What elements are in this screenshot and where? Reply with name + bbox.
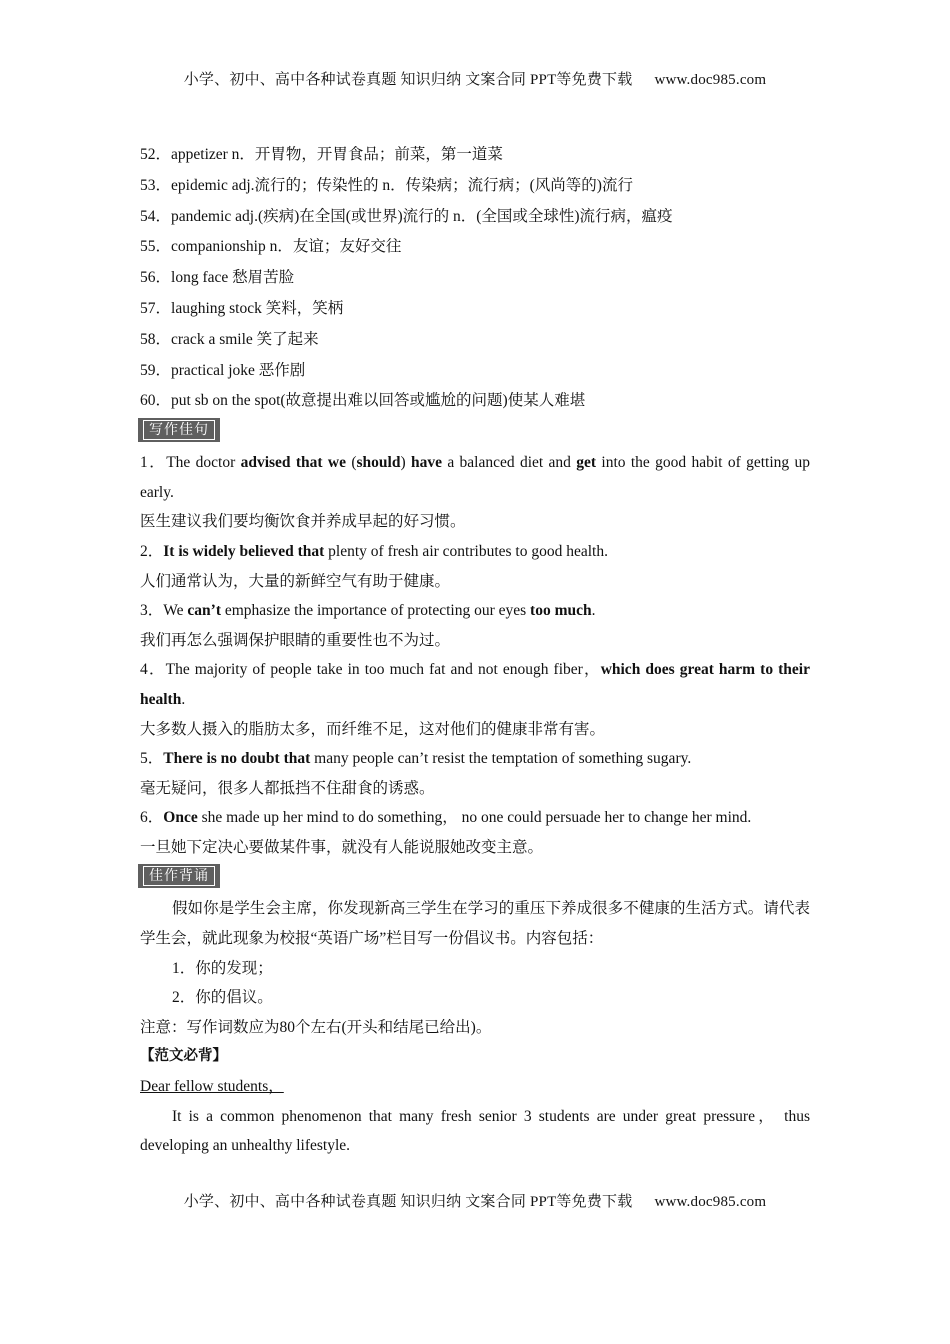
vocab-item: 55．companionship n．友谊；友好交往: [140, 238, 402, 256]
sentence-en: 6．Once she made up her mind to do something， no one could persuade her to change her mind.: [140, 809, 752, 827]
sentence-cn: 毫无疑问，很多人都抵挡不住甜食的诱惑。: [140, 779, 435, 797]
sentence-en: 4．The majority of people take in too much fat and not enough fiber，which does great harm to their health.: [140, 661, 810, 708]
writing-task: [140, 894, 810, 1160]
header-url[interactable]: www.doc985.com: [654, 72, 767, 88]
section-banner-model-essay: 佳作背诵: [140, 866, 218, 886]
section-banner-writing-sentences: 写作佳句: [140, 420, 218, 440]
footer-url[interactable]: www.doc985.com: [654, 1194, 767, 1210]
footer-text: 小学、初中、高中各种试卷真题 知识归纳 文案合同 PPT等免费下载: [183, 1194, 633, 1210]
vocab-item: 53．epidemic adj.流行的；传染性的 n．传染病；流行病；(风尚等的)流行: [140, 176, 633, 194]
sentence-cn: 人们通常认为，大量的新鲜空气有助于健康。: [140, 572, 451, 590]
sentence-en: 1．The doctor advised that we (should) have a balanced diet and get into the good habit of getting up early.: [140, 454, 810, 501]
vocab-item: 59．practical joke 恶作剧: [140, 361, 306, 379]
task-point: 2．你的倡议。: [172, 989, 273, 1007]
sentence-cn: 我们再怎么强调保护眼睛的重要性也不为过。: [140, 631, 451, 649]
page-footer: [0, 1190, 950, 1211]
model-essay-label: 【范文必背】: [140, 1048, 227, 1065]
vocab-item: 52．appetizer n．开胃物，开胃食品；前菜，第一道菜: [140, 146, 503, 163]
vocab-item: 57．laughing stock 笑料，笑柄: [140, 299, 344, 317]
vocab-item: 56．long face 愁眉苦脸: [140, 269, 295, 287]
task-description: 假如你是学生会主席，你发现新高三学生在学习的重压下养成很多不健康的生活方式。请代表学生会，就此现象为校报“英语广场”栏目写一份倡议书。内容包括：: [140, 900, 810, 948]
vocab-list: [140, 140, 810, 417]
vocab-item: 60．put sb on the spot(故意提出难以回答或尴尬的问题)使某人难堪: [140, 392, 586, 410]
sentence-cn: 一旦她下定决心要做某件事，就没有人能说服她改变主意。: [140, 838, 544, 856]
vocab-item: 54．pandemic adj.(疾病)在全国(或世界)流行的 n．(全国或全球性)流行病，瘟疫: [140, 207, 673, 225]
task-point: 1．你的发现；: [172, 959, 273, 977]
header-text: 小学、初中、高中各种试卷真题 知识归纳 文案合同 PPT等免费下载: [183, 72, 633, 88]
sentence-en: 2．It is widely believed that plenty of fresh air contributes to good health.: [140, 542, 608, 560]
sentence-cn: 大多数人摄入的脂肪太多，而纤维不足，这对他们的健康非常有害。: [140, 720, 606, 738]
vocab-item: 58．crack a smile 笑了起来: [140, 330, 319, 348]
sentence-list: [140, 448, 810, 862]
sentence-cn: 医生建议我们要均衡饮食并养成早起的好习惯。: [140, 513, 466, 531]
main-content: [140, 140, 810, 1161]
sentence-en: 5．There is no doubt that many people can’t resist the temptation of something sugary.: [140, 750, 692, 768]
page-header: [0, 68, 950, 89]
task-note: 注意：写作词数应为80个左右(开头和结尾已给出)。: [140, 1018, 492, 1036]
essay-body: It is a common phenomenon that many fresh senior 3 students are under great pressure， thus developing an unhealthy lifestyle.: [140, 1107, 810, 1155]
sentence-en: 3．We can’t emphasize the importance of protecting our eyes too much.: [140, 602, 596, 620]
essay-salutation: Dear fellow students，: [140, 1078, 284, 1096]
